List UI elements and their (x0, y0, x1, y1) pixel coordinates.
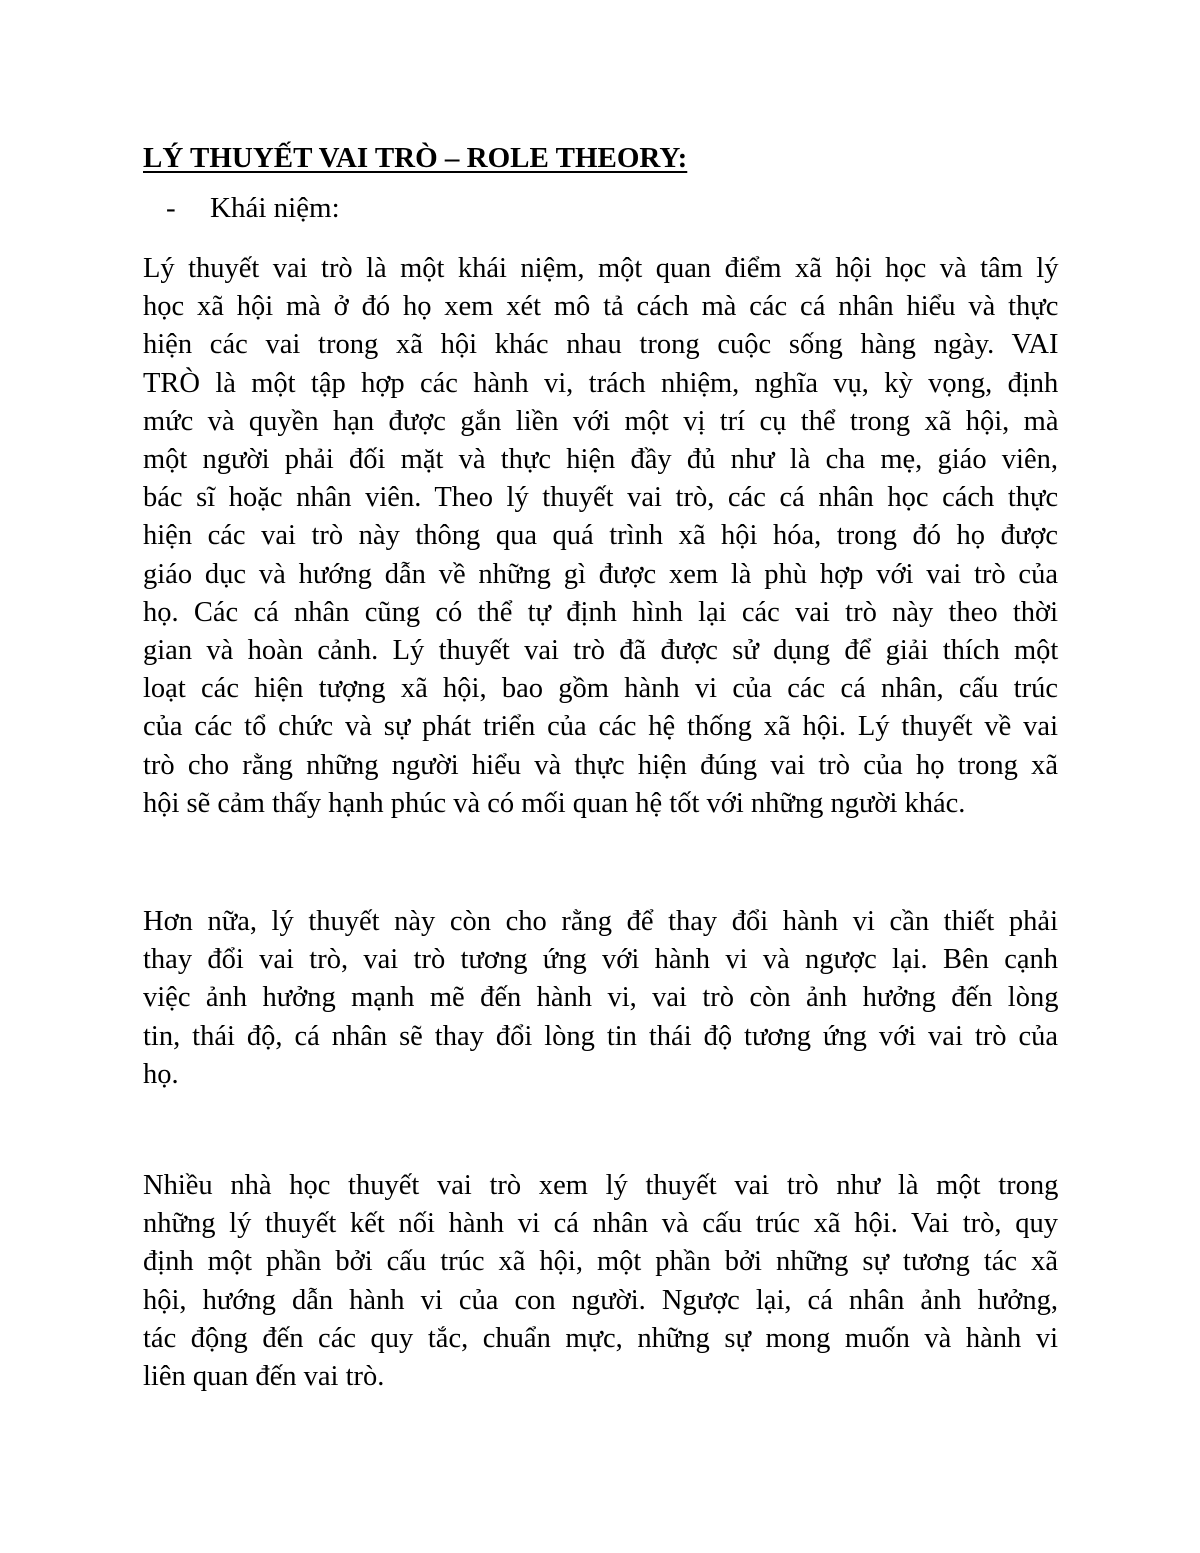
document-title: LÝ THUYẾT VAI TRÒ – ROLE THEORY: (143, 142, 688, 174)
paragraph-line: liên quan đến vai trò. (143, 1361, 385, 1393)
paragraph-line: việc ảnh hưởng mạnh mẽ đến hành vi, vai trò còn ảnh hưởng đến lòng (143, 982, 1059, 1014)
paragraph-line: tin, thái độ, cá nhân sẽ thay đổi lòng tin thái độ tương ứng với vai trò của (143, 1020, 1058, 1052)
paragraph-line: TRÒ là một tập hợp các hành vi, trách nhiệm, nghĩa vụ, kỳ vọng, định (143, 367, 1059, 399)
paragraph-line: loạt các hiện tượng xã hội, bao gồm hành vi của các cá nhân, cấu trúc (143, 673, 1058, 705)
paragraph-line: hội sẽ cảm thấy hạnh phúc và có mối quan hệ tốt với những người khác. (143, 787, 966, 819)
paragraph-line: Nhiều nhà học thuyết vai trò xem lý thuyết vai trò như là một trong (143, 1170, 1059, 1201)
bullet-text: Khái niệm: (210, 192, 340, 224)
bullet-marker: - (166, 192, 176, 224)
paragraph-line: những lý thuyết kết nối hành vi cá nhân và cấu trúc xã hội. Vai trò, quy (143, 1208, 1058, 1240)
paragraph-line: Hơn nữa, lý thuyết này còn cho rằng để thay đổi hành vi cần thiết phải (143, 906, 1058, 937)
paragraph-line: họ. (143, 1058, 179, 1090)
paragraph-line: hiện các vai trong xã hội khác nhau trong cuộc sống hàng ngày. VAI (143, 329, 1059, 361)
paragraph-2 (143, 903, 1058, 1094)
paragraph-line: của các tổ chức và sự phát triển của các hệ thống xã hội. Lý thuyết về vai (143, 711, 1058, 743)
paragraph-line: tác động đến các quy tắc, chuẩn mực, những sự mong muốn và hành vi (143, 1322, 1058, 1354)
paragraph-line: định một phần bởi cấu trúc xã hội, một phần bởi những sự tương tác xã (143, 1246, 1058, 1278)
paragraph-line: trò cho rằng những người hiểu và thực hiện đúng vai trò của họ trong xã (143, 749, 1058, 781)
paragraph-line: giáo dục và hướng dẫn về những gì được xem là phù hợp với vai trò của (143, 558, 1058, 590)
paragraph-line: bác sĩ hoặc nhân viên. Theo lý thuyết vai trò, các cá nhân học cách thực (143, 482, 1059, 514)
paragraph-line: mức và quyền hạn được gắn liền với một vị trí cụ thể trong xã hội, mà (143, 405, 1059, 437)
bullet-item (166, 192, 340, 225)
paragraph-line: hội, hướng dẫn hành vi của con người. Ngược lại, cá nhân ảnh hưởng, (143, 1284, 1058, 1316)
paragraph-line: gian và hoàn cảnh. Lý thuyết vai trò đã được sử dụng để giải thích một (143, 635, 1059, 667)
paragraph-line: hiện các vai trò này thông qua quá trình xã hội hóa, trong đó họ được (143, 520, 1058, 552)
paragraph-3 (143, 1167, 1058, 1396)
paragraph-line: học xã hội mà ở đó họ xem xét mô tả cách mà các cá nhân hiểu và thực (143, 291, 1059, 323)
paragraph-line: một người phải đối mặt và thực hiện đầy đủ như là cha mẹ, giáo viên, (143, 444, 1058, 476)
paragraph-line: thay đổi vai trò, vai trò tương ứng với hành vi và ngược lại. Bên cạnh (143, 944, 1059, 976)
paragraph-line: họ. Các cá nhân cũng có thể tự định hình lại các vai trò này theo thời (143, 596, 1058, 628)
paragraph-1 (143, 250, 1058, 823)
paragraph-line: Lý thuyết vai trò là một khái niệm, một quan điểm xã hội học và tâm lý (143, 253, 1059, 284)
